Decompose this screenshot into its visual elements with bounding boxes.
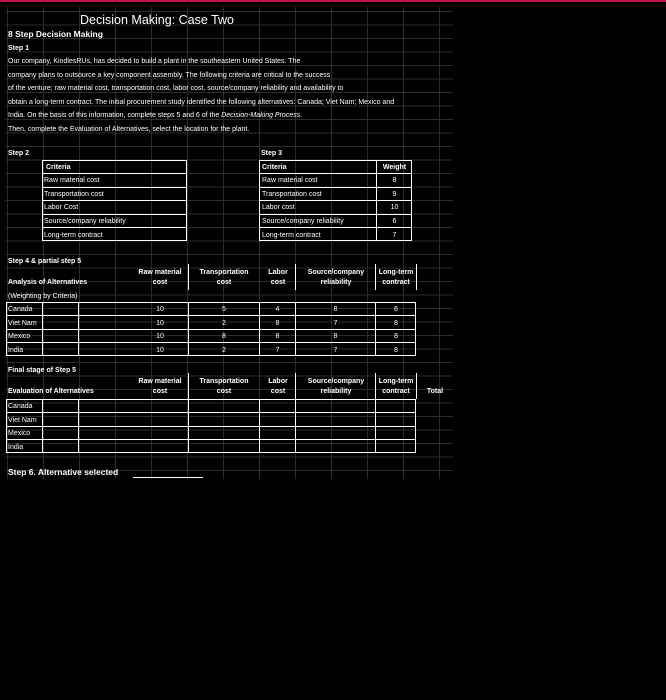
step3-weight: 7 (392, 232, 397, 239)
row-line (259, 173, 412, 174)
country-label: Viet Nam (8, 320, 37, 327)
score-cell: 8 (394, 347, 398, 354)
score-cell: 8 (333, 333, 338, 340)
step1-line: Our company, KindlesRUs, has decided to build a plant in the southeastern United States. The (8, 58, 301, 65)
step3-weight-header: Weight (382, 164, 407, 171)
step6-label: Step 6. Alternative selected (8, 467, 119, 477)
country-label: Mexico (8, 333, 31, 340)
col-header-source: Source/company (307, 378, 365, 385)
step3-weight: 6 (392, 218, 397, 225)
row-line (42, 187, 187, 188)
row-line (42, 200, 187, 201)
step2-criterion: Raw material cost (44, 177, 100, 184)
score-cell: 8 (394, 320, 398, 327)
col-header-labor-2: cost (270, 388, 286, 395)
step2-criterion: Source/company reliability (44, 218, 126, 225)
col-line (295, 399, 296, 453)
col-line (295, 373, 296, 399)
alternative-selected-blank[interactable] (133, 477, 203, 478)
step3-label: Step 3 (261, 150, 283, 157)
score-cell: 4 (275, 306, 280, 313)
col-line (42, 302, 43, 356)
col-header-transport-2: cost (216, 279, 232, 286)
score-cell: 7 (333, 320, 338, 327)
col-header-labor: Labor (268, 269, 288, 276)
col-header-long: Long-term (378, 378, 414, 385)
col-header-long-2: contract (382, 388, 410, 395)
step2-criterion: Long-term contract (44, 232, 103, 239)
col-line (188, 373, 189, 399)
step3-criterion: Transportation cost (262, 191, 322, 198)
step3-weight: 10 (390, 204, 399, 211)
col-header-raw-2: cost (152, 279, 168, 286)
row-line (6, 412, 416, 413)
col-line (259, 399, 260, 453)
col-line (375, 373, 376, 399)
row-line (42, 214, 187, 215)
row-line (42, 173, 187, 174)
country-label: Viet Nam (8, 417, 37, 424)
col-header-raw: Raw material (138, 269, 182, 276)
row-line (6, 439, 416, 440)
step1-line5-italic: Decision-Making Process. (221, 112, 303, 119)
score-cell: 2 (222, 347, 226, 354)
col-line (188, 264, 189, 290)
step3-criterion: Raw material cost (262, 177, 318, 184)
eval-title: Evaluation of Alternatives (8, 388, 94, 395)
step2-label: Step 2 (8, 150, 30, 157)
section-heading: 8 Step Decision Making (8, 29, 103, 39)
col-header-source-2: reliability (320, 279, 352, 286)
score-cell: 5 (222, 306, 226, 313)
analysis-title: Analysis of Alternatives (8, 279, 88, 286)
col-header-transport: Transportation (199, 378, 249, 385)
row-line (259, 214, 412, 215)
step4-label: Step 4 & partial step 5 (8, 258, 82, 265)
col-header-labor: Labor (268, 378, 288, 385)
col-header-raw: Raw material (138, 378, 182, 385)
step3-weight: 8 (392, 177, 397, 184)
country-label: Mexico (8, 430, 31, 437)
col-line (416, 264, 417, 290)
country-label: India (8, 347, 24, 354)
step3-criteria-header: Criteria (262, 164, 287, 171)
row-line (6, 315, 416, 316)
score-cell: 8 (275, 333, 280, 340)
row-line (259, 200, 412, 201)
page-title: Decision Making: Case Two (80, 13, 235, 27)
step1-line5-text: India. On the basis of this information, complete steps 5 and 6 of the (8, 112, 222, 119)
step1-line: obtain a long-term contract. The initial procurement study identified the following alternatives: Canada; Viet Nam; Mexico and (8, 99, 395, 106)
step1-line-5 (8, 111, 302, 120)
col-header-raw-2: cost (152, 388, 168, 395)
top-accent-line (0, 0, 666, 2)
score-cell: 10 (156, 347, 164, 354)
step3-criterion: Long-term contract (262, 232, 321, 239)
step3-criterion: Labor cost (262, 204, 295, 211)
score-cell: 8 (333, 306, 338, 313)
score-cell: 10 (156, 306, 164, 313)
score-cell: 7 (333, 347, 338, 354)
score-cell: 6 (394, 306, 398, 313)
row-line (259, 187, 412, 188)
score-cell: 10 (156, 333, 164, 340)
country-label: Canada (8, 403, 33, 410)
row-line (6, 342, 416, 343)
score-cell: 8 (222, 333, 226, 340)
col-line (375, 399, 376, 453)
score-cell: 7 (275, 347, 280, 354)
row-line (259, 227, 412, 228)
col-line (42, 399, 43, 453)
col-header-source-2: reliability (320, 388, 352, 395)
col-header-transport-2: cost (216, 388, 232, 395)
score-cell: 2 (222, 320, 226, 327)
row-line (42, 227, 187, 228)
col-line (416, 373, 417, 399)
row-line (6, 329, 416, 330)
col-header-total: Total (426, 388, 444, 395)
score-cell: 8 (275, 320, 280, 327)
score-cell: 8 (394, 333, 398, 340)
step3-criterion: Source/company reliability (262, 218, 344, 225)
col-header-long: Long-term (378, 269, 414, 276)
col-line (78, 302, 79, 356)
weighting-note: (Weighting by Criteria) (8, 293, 78, 300)
step1-label: Step 1 (8, 45, 30, 52)
step2-criteria-header: Criteria (46, 164, 71, 171)
step2-criterion: Transportation cost (44, 191, 104, 198)
row-line (6, 426, 416, 427)
step1-line: company plans to outsource a key component assembly. The following criteria are critical to the success (8, 72, 331, 79)
step1-line-6: Then, complete the Evaluation of Alternatives, select the location for the plant. (8, 126, 250, 133)
col-header-transport: Transportation (199, 269, 249, 276)
step5-label: Final stage of Step 5 (8, 367, 77, 374)
country-label: India (8, 444, 24, 451)
col-header-labor-2: cost (270, 279, 286, 286)
step2-criterion: Labor Cost (44, 204, 79, 211)
country-label: Canada (8, 306, 33, 313)
col-header-source: Source/company (307, 269, 365, 276)
col-line (188, 399, 189, 453)
col-line (295, 264, 296, 290)
col-line (78, 399, 79, 453)
score-cell: 10 (156, 320, 164, 327)
step1-line: of the venture; raw material cost, transportation cost, labor cost, source/company reliability and availability to (8, 85, 344, 92)
col-header-long-2: contract (382, 279, 410, 286)
col-line (375, 264, 376, 290)
step3-weight: 9 (392, 191, 397, 198)
